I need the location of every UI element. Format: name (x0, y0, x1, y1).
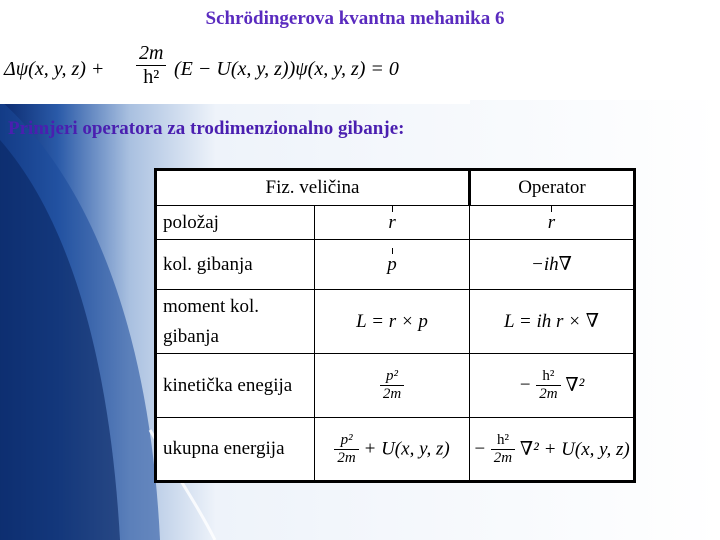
equation-rest: (E − U(x, y, z))ψ(x, y, z) = 0 (174, 58, 399, 80)
frac-den: 2m (539, 386, 558, 402)
minus-sign: − (473, 438, 487, 459)
schrodinger-equation (0, 40, 470, 104)
quantity-cell (315, 418, 470, 482)
row-label: ukupna energija (156, 418, 315, 482)
frac-den: 2m (382, 386, 402, 402)
quantity-cell (315, 240, 470, 290)
operator-cell (469, 418, 634, 482)
operator-tail: ∇² + U(x, y, z) (519, 438, 630, 460)
minus-sign: − (518, 374, 532, 396)
equation-frac-num: 2m (136, 42, 166, 66)
quantity-cell (315, 354, 470, 418)
slide-title: Schrödingerova kvantna mehanika 6 (205, 8, 505, 29)
quantity-formula: r (388, 211, 396, 233)
frac-den: 2m (493, 449, 513, 466)
frac-den: 2m (337, 449, 356, 466)
operator-cell: L = ih r × ∇ (469, 290, 634, 354)
quantity-cell: L = r × p (315, 290, 470, 354)
header-quantity: Fiz. veličina (156, 170, 470, 206)
row-label: položaj (156, 206, 315, 240)
frac-num: p² (380, 368, 404, 386)
table-row (156, 418, 635, 482)
quantity-formula: p (387, 253, 397, 275)
equation-lhs: Δψ(x, y, z) + (4, 58, 105, 80)
quantity-cell (315, 206, 470, 240)
table-row (156, 240, 635, 290)
quantity-fraction (334, 432, 358, 467)
operator-fraction (491, 432, 515, 467)
operators-table (154, 168, 636, 483)
quantity-fraction (380, 368, 404, 403)
operator-cell (469, 206, 634, 240)
table-row (156, 354, 635, 418)
row-label: kol. gibanja (156, 240, 315, 290)
table-row (156, 290, 635, 354)
equation-fraction (136, 42, 166, 89)
table-row (156, 206, 635, 240)
row-label: moment kol. gibanja (156, 290, 315, 354)
header-operator: Operator (469, 170, 634, 206)
operator-fraction (536, 368, 560, 403)
operator-tail: ∇² (565, 375, 585, 396)
frac-num: p² (334, 432, 358, 450)
operator-cell (469, 354, 634, 418)
operator-cell: −ih∇ (469, 240, 634, 290)
frac-num: h² (536, 368, 560, 386)
equation-frac-den: h² (143, 66, 160, 88)
operator-formula: r (547, 211, 556, 233)
quantity-tail: + U(x, y, z) (363, 438, 450, 459)
subtitle: Primjeri operatora za trodimenzionalno gibanje: (8, 118, 405, 139)
frac-num: h² (491, 432, 515, 450)
row-label: kinetička enegija (156, 354, 315, 418)
